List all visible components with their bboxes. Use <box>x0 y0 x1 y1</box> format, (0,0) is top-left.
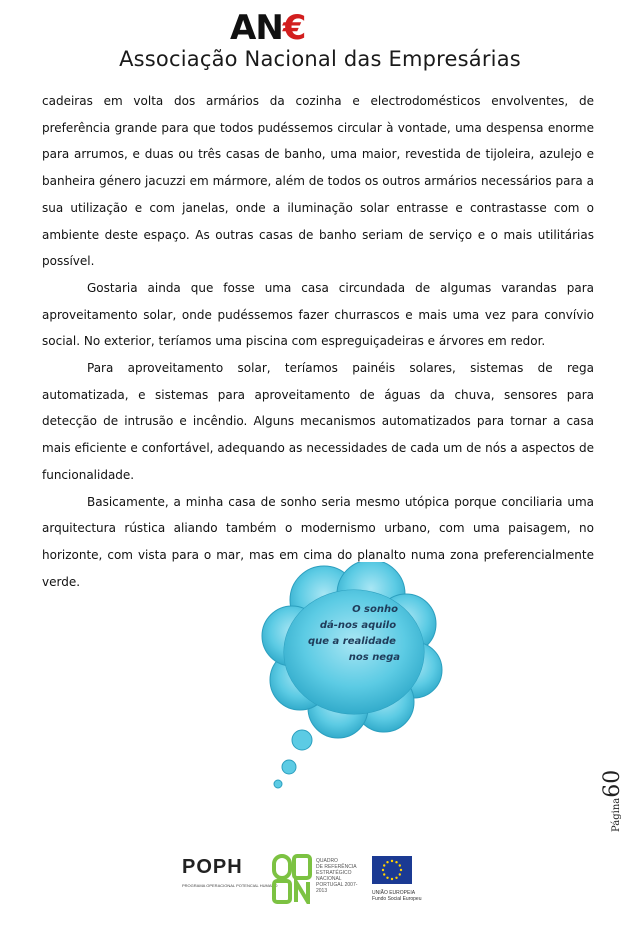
page-label: Página <box>611 797 622 832</box>
paragraph-4: Basicamente, a minha casa de sonho seria mesmo utópica porque conciliaria uma arquitectura rústica aliando também o modernismo urbano, com uma paisagem, no horizonte, com vista para o mar, mas em cima do planalto numa zona preferencialmente verde. <box>42 494 594 589</box>
thought-bubble-callout <box>256 562 456 792</box>
logo-letters: AN <box>230 8 283 48</box>
document-header <box>0 0 638 84</box>
qren-line-4: NACIONAL <box>316 876 342 882</box>
quote-line-1: O sonho <box>352 604 398 615</box>
logo-euro-mark: € <box>282 8 306 48</box>
footer-logos <box>170 848 460 910</box>
quote-line-4: nos nega <box>348 652 400 663</box>
eu-caption <box>372 890 458 902</box>
thought-cloud-icon <box>256 562 456 792</box>
body-text <box>42 88 594 595</box>
paragraph-2: Gostaria ainda que fosse uma casa circundada de algumas varandas para aproveitamento solar, onde pudéssemos fazer churrascos e mais uma vez para convívio social. No exterior, teríamos uma piscina com espreguiçadeiras e árvores em redor. <box>42 280 594 349</box>
paragraph-1: cadeiras em volta dos armários da cozinha e electrodomésticos envolventes, de preferência grande para que todos pudéssemos circular à vontade, uma despensa enorme para arrumos, e duas ou três casas de banho, uma maior, revestida de tijoleira, azulejo e banheira género jacuzzi em mármore, além de todos os outros armários necessários para a sua utilização e com janelas, onde a iluminação solar entrasse e contrastasse com o ambiente deste espaço. As outras casas de banho seriam de serviço e o mais utilitárias possível. <box>42 94 594 269</box>
poph-logo-text: POPH <box>182 856 243 878</box>
page-number <box>600 770 625 832</box>
qren-line-5: PORTUGAL 2007-2013 <box>316 882 358 894</box>
page-number-value: 60 <box>600 769 625 798</box>
organization-name: Associação Nacional das Empresárias <box>119 47 521 71</box>
qren-line-2: DE REFERÊNCIA <box>316 864 357 870</box>
ane-logo <box>230 8 305 48</box>
qren-line-1: QUADRO <box>316 858 338 864</box>
paragraph-3: Para aproveitamento solar, teríamos painéis solares, sistemas de rega automatizada, e sistemas para aproveitamento de águas da chuva, sensores para detecção de intrusão e incêndio. Alguns mecanismos automatizados para tornar a casa mais eficiente e confortável, adequando as necessidades de cada um de nós a aspectos de funcionalidade. <box>42 361 594 482</box>
qren-caption <box>316 858 368 894</box>
qren-logo <box>272 854 368 906</box>
qren-mark-icon <box>272 854 312 904</box>
eu-flag-icon <box>372 856 412 884</box>
eu-logo <box>372 856 458 906</box>
poph-logo <box>182 856 278 904</box>
quote-line-2: dá-nos aquilo <box>319 620 397 631</box>
callout-quote <box>308 602 408 666</box>
poph-caption: PROGRAMA OPERACIONAL POTENCIAL HUMANO <box>182 883 278 888</box>
eu-line-2: Fundo Social Europeu <box>372 896 422 902</box>
eu-line-1: UNIÃO EUROPEIA <box>372 890 416 896</box>
quote-line-3: que a realidade <box>308 636 396 647</box>
qren-line-3: ESTRATÉGICO <box>316 870 352 876</box>
